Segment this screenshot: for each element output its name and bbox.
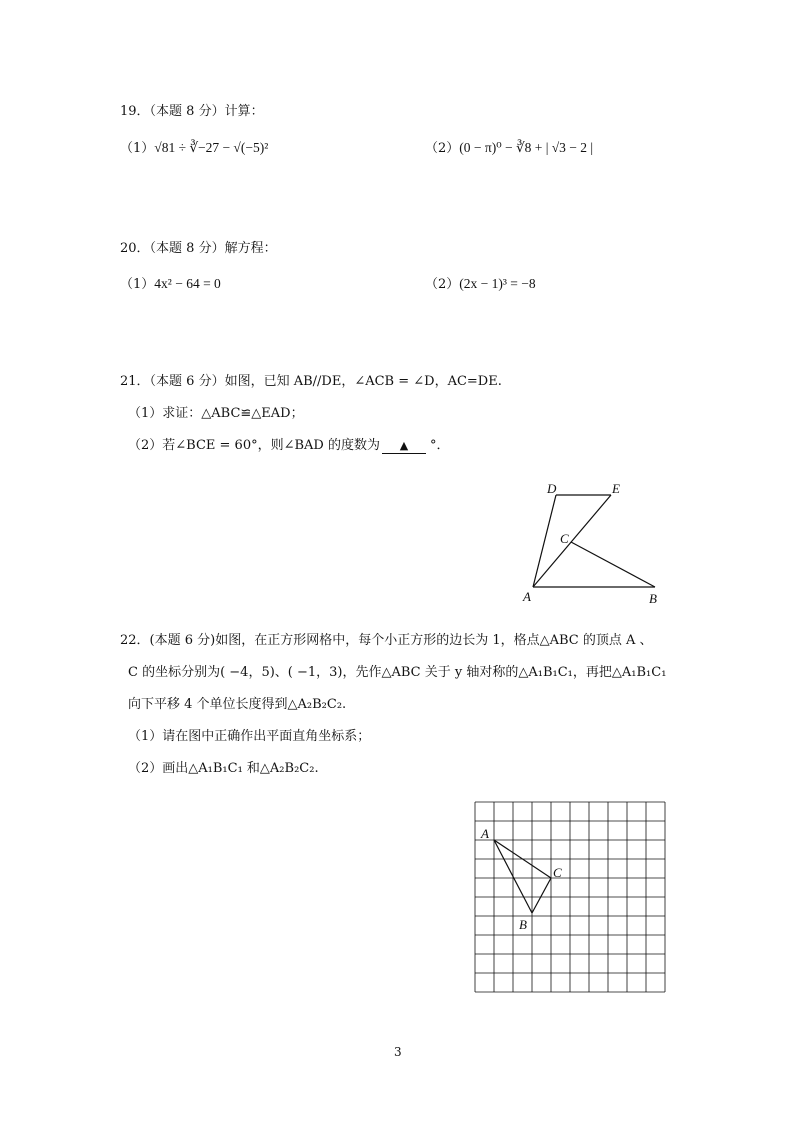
q19-part1-expression: √81 ÷ ∛−27 − √(−5)²: [154, 140, 269, 155]
q22-part2: （2）画出△A₁B₁C₁ 和△A₂B₂C₂.: [128, 761, 319, 776]
q20-part2-expression: (2x − 1)³ = −8: [459, 276, 536, 291]
q20-part1-number: （1）: [120, 277, 155, 292]
q20-part1-expression: 4x² − 64 = 0: [154, 276, 221, 291]
q19-part1-number: （1）: [120, 141, 155, 156]
answer-placeholder-triangle: ▲: [399, 439, 409, 452]
segment-AC: [494, 840, 551, 878]
q22-line2: C 的坐标分别为( −4，5)、( −1，3)，先作△ABC 关于 y 轴对称的△A₁B₁C₁，再把△A₁B₁C₁: [128, 665, 667, 680]
q20-part2-number: （2）: [425, 277, 460, 292]
page-number: 3: [394, 1045, 402, 1059]
q21-part2: [128, 437, 450, 455]
segment-CB: [571, 542, 655, 587]
q21-label-A: A: [523, 589, 531, 604]
q21-title: 21．（本题 6 分）如图，已知 AB//DE，∠ACB = ∠D，AC=DE.: [120, 374, 502, 389]
q21-part2-suffix: °．: [429, 438, 450, 453]
q21-label-D: D: [547, 481, 557, 496]
q19-part2-number: （2）: [425, 141, 460, 156]
q21-label-B: B: [649, 591, 657, 606]
q21-label-E: E: [612, 481, 620, 496]
q21-label-C: C: [560, 531, 569, 546]
q22-line3: 向下平移 4 个单位长度得到△A₂B₂C₂.: [128, 697, 347, 712]
q22-label-B: B: [519, 917, 527, 932]
q22-label-C: C: [553, 865, 562, 880]
q20-title: 20．（本题 8 分）解方程：: [120, 241, 277, 256]
segment-DA: [533, 495, 556, 587]
square-grid: [475, 802, 665, 992]
segment-CB: [532, 878, 551, 913]
segment-AB: [494, 840, 532, 913]
q22-line1: 22．(本题 6 分)如图，在正方形网格中，每个小正方形的边长为 1，格点△ABC 的顶点 A 、: [120, 633, 653, 648]
q19-part2: [425, 139, 593, 158]
q19-part1: [120, 139, 268, 158]
answer-blank: [382, 439, 426, 454]
q20-part1: [120, 275, 221, 294]
q19-part2-expression: (0 − π)⁰ − ∛8 + | √3 − 2 |: [459, 140, 594, 155]
q20-part2: [425, 275, 536, 294]
q21-part2-text: （2）若∠BCE = 60°，则∠BAD 的度数为: [128, 438, 380, 453]
q21-part1: （1）求证：△ABC≌△EAD；: [128, 406, 304, 421]
q19-title: 19．（本题 8 分）计算：: [120, 104, 264, 119]
segment-EA: [533, 495, 611, 587]
q22-label-A: A: [481, 826, 489, 841]
q22-part1: （1）请在图中正确作出平面直角坐标系；: [128, 729, 371, 744]
